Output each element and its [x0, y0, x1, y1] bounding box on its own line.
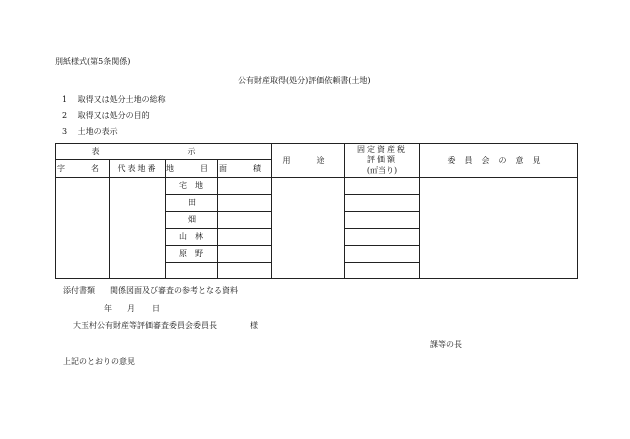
land-table	[55, 143, 578, 279]
header-menseki: 面 積	[218, 160, 272, 178]
area-cell	[218, 178, 272, 195]
valuation-cell	[345, 178, 420, 195]
sender: 課等の長	[430, 340, 462, 349]
date-month: 月	[127, 304, 135, 313]
addressee-suffix: 様	[250, 321, 258, 330]
cell-daihyo	[110, 178, 166, 279]
valuation-cell	[345, 246, 420, 263]
area-cell	[218, 195, 272, 212]
form-reference: 別紙様式(第5条関係)	[55, 57, 131, 66]
document-title: 公有財産取得(処分)評価依頼書(土地)	[238, 76, 371, 85]
header-chimoku: 地 目	[166, 160, 218, 178]
item-1-number: 1	[62, 95, 68, 104]
header-yoto: 用 途	[272, 144, 345, 178]
attachments-value: 関係図面及び審査の参考となる資料	[110, 286, 238, 295]
item-1	[62, 96, 166, 104]
cell-aza	[56, 178, 110, 279]
cell-yoto	[272, 178, 345, 279]
item-3-label: 土地の表示	[77, 127, 118, 136]
valuation-cell	[345, 263, 420, 279]
header-kotei-line3: (㎡当り)	[366, 165, 398, 175]
item-3-number: 3	[62, 127, 68, 136]
header-iin: 委員会の意見	[420, 144, 578, 178]
item-2-number: 2	[62, 111, 68, 120]
land-type-row: 宅 地	[166, 178, 218, 195]
area-cell	[218, 212, 272, 229]
valuation-cell	[345, 229, 420, 246]
item-3	[62, 128, 118, 136]
area-cell	[218, 246, 272, 263]
valuation-cell	[345, 195, 420, 212]
item-2-label: 取得又は処分の目的	[77, 111, 150, 120]
opinion-label: 上記のとおりの意見	[63, 357, 135, 366]
date-day: 日	[152, 304, 160, 313]
item-1-label: 取得又は処分土地の総称	[77, 95, 166, 104]
header-kotei-line1: 固定資産税	[357, 144, 407, 154]
land-type-row: 田	[166, 195, 218, 212]
attachments-label: 添付書類	[63, 286, 95, 295]
date-year: 年	[104, 304, 112, 313]
land-type-row: 畑	[166, 212, 218, 229]
header-kotei	[345, 144, 420, 178]
cell-iin	[420, 178, 578, 279]
header-hyouji: 表 示	[56, 144, 272, 160]
item-2	[62, 112, 150, 120]
header-daihyo: 代表地番	[110, 160, 166, 178]
area-cell	[218, 229, 272, 246]
area-cell	[218, 263, 272, 279]
header-kotei-line2: 評価額	[367, 155, 397, 165]
land-type-row: 原 野	[166, 246, 218, 263]
addressee: 大玉村公有財産等評価審査委員会委員長	[73, 321, 217, 330]
land-type-row	[166, 263, 218, 279]
header-aza: 字 名	[56, 160, 110, 178]
land-type-row: 山 林	[166, 229, 218, 246]
valuation-cell	[345, 212, 420, 229]
